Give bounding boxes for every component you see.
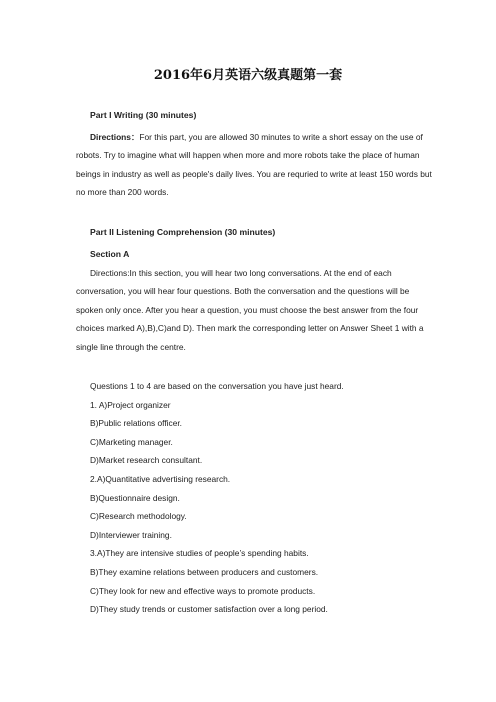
questions-intro: Questions 1 to 4 are based on the conversation you have just heard. bbox=[90, 381, 344, 391]
question-option: D)Market research consultant. bbox=[90, 455, 203, 466]
question-option: C)Research methodology. bbox=[90, 511, 187, 522]
part1-directions bbox=[76, 128, 432, 202]
part2-directions: Directions:In this section, you will hear two long conversations. At the end of each conversation, you will hear four questions. Both the conversation and the questions will be spoken only once. After you hear a question, you must choose the best answer from the four choices marked A),B),C)and D). Then mark the corresponding letter on Answer Sheet 1 with a single line through the centre. bbox=[76, 268, 424, 352]
question-option: 3.A)They are intensive studies of people’s spending habits. bbox=[90, 548, 309, 559]
question-option: B)They examine relations between producers and customers. bbox=[90, 566, 319, 577]
part1-heading: Part I Writing (30 minutes) bbox=[90, 110, 197, 120]
question-list bbox=[90, 380, 430, 622]
question-option: B)Questionnaire design. bbox=[90, 492, 180, 503]
document-title: 2016年6月英语六级真题第一套 bbox=[153, 68, 343, 83]
question-option: D)Interviewer training. bbox=[90, 529, 172, 540]
question-option: 2.A)Quantitative advertising research. bbox=[90, 473, 231, 484]
directions-label: Directions： bbox=[90, 132, 140, 142]
section-a-heading: Section A bbox=[90, 249, 130, 259]
part2-heading: Part II Listening Comprehension (30 minutes) bbox=[90, 227, 276, 237]
question-option: C)They look for new and effective ways to promote products. bbox=[90, 585, 316, 596]
question-option: D)They study trends or customer satisfaction over a long period. bbox=[90, 604, 328, 615]
directions-text: For this part, you are allowed 30 minutes to write a short essay on the use of robots. Try to imagine what will happen when more and more robots take the place of human beings in industry as well as people's daily lives. You are requried to write at least 150 words but no more than 200 words. bbox=[76, 132, 432, 198]
question-option: B)Public relations officer. bbox=[90, 418, 183, 429]
question-option: 1. A)Project organizer bbox=[90, 399, 171, 410]
question-option: C)Marketing manager. bbox=[90, 436, 173, 447]
